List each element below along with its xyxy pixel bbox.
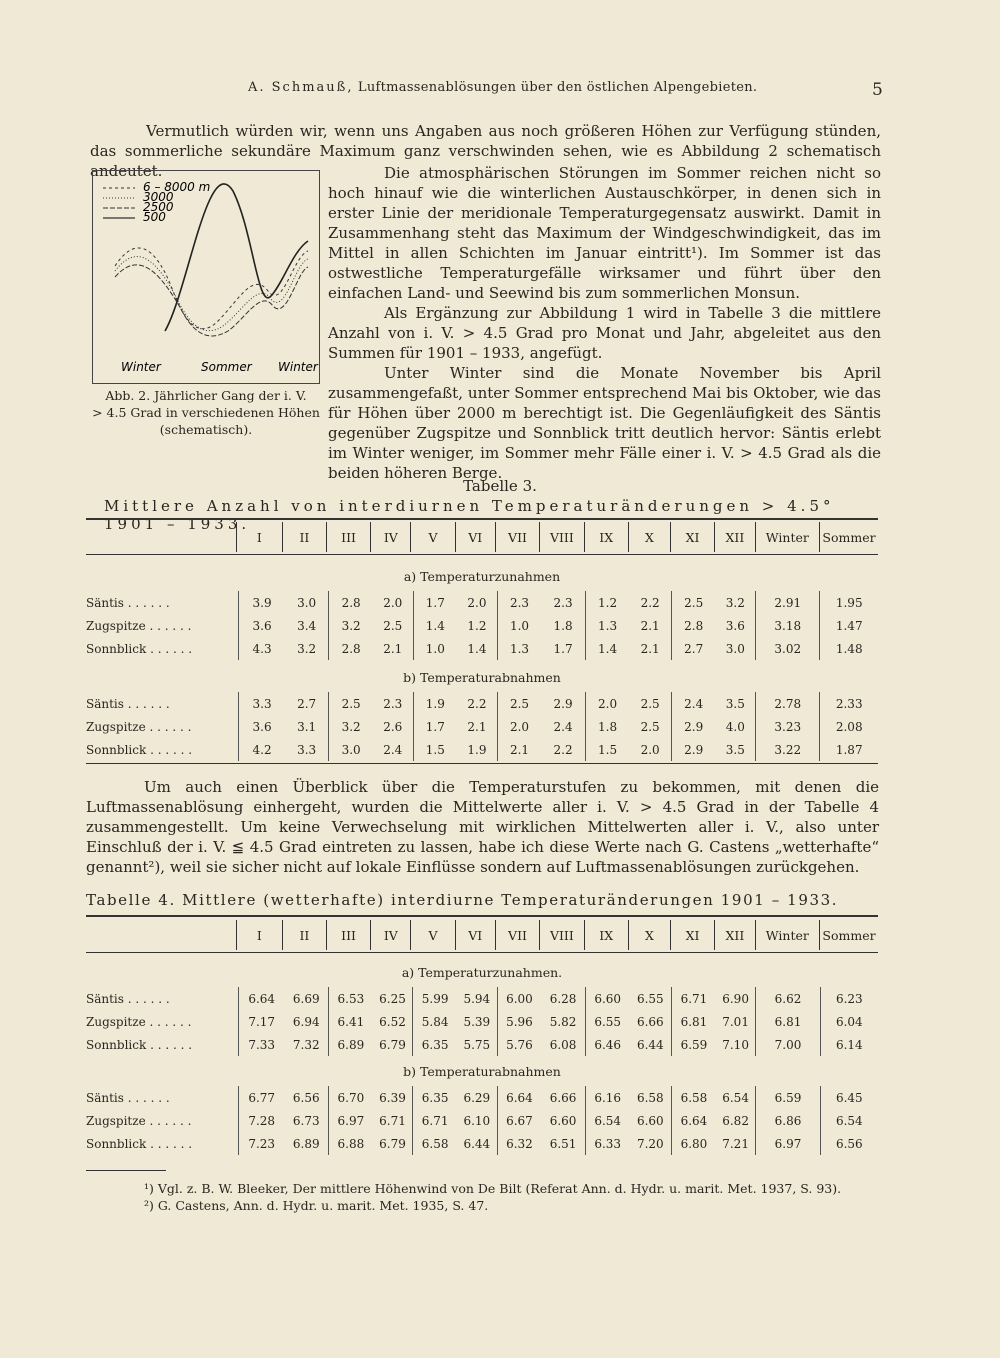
table-cell: 1.7 xyxy=(553,641,573,656)
table-row xyxy=(86,1109,878,1132)
table-row xyxy=(86,591,878,614)
table-cell: 6.56 xyxy=(292,1090,320,1105)
table-row xyxy=(86,1086,878,1109)
table4-title: Tabelle 4. Mittlere (wetterhafte) interdiurne Temperaturänderungen 1901 – 1933. xyxy=(86,891,839,909)
table3-col-header: V xyxy=(411,522,455,552)
table-cell: 1.9 xyxy=(413,692,457,715)
table-cell: 6.64 xyxy=(497,1086,541,1109)
table-cell: 1.3 xyxy=(585,614,629,637)
table-cell: 6.73 xyxy=(292,1113,320,1128)
table-cell: 1.87 xyxy=(820,738,878,761)
table-cell: 2.1 xyxy=(640,618,660,633)
table-cell: 1.95 xyxy=(820,591,878,614)
table-row xyxy=(86,637,878,660)
table3-section-b: b) Temperaturabnahmen xyxy=(403,670,561,685)
table-cell: 6.79 xyxy=(379,1136,406,1151)
table-cell: 6.28 xyxy=(549,991,577,1006)
station-name: Zugspitze xyxy=(86,1014,146,1029)
station-name: Säntis xyxy=(86,991,124,1006)
table-cell: 6.71 xyxy=(672,987,716,1010)
table-cell: 1.4 xyxy=(467,641,487,656)
table3-bottom-rule xyxy=(86,763,878,764)
station-label xyxy=(86,637,239,660)
table4-col-header: V xyxy=(411,920,455,950)
table-cell: 6.14 xyxy=(820,1033,878,1056)
table-cell: 6.58 xyxy=(636,1090,664,1105)
table-cell: 2.91 xyxy=(756,591,820,614)
station-label xyxy=(86,614,239,637)
table-cell: 3.18 xyxy=(756,614,820,637)
table-cell: 3.0 xyxy=(725,641,745,656)
table-cell: 2.8 xyxy=(329,637,373,660)
curve-3000m xyxy=(115,248,308,329)
table4-col-header: IX xyxy=(584,920,628,950)
table3-col-header: IX xyxy=(584,522,628,552)
table-cell: 4.2 xyxy=(239,738,285,761)
paragraph-2: Die atmosphärischen Störungen im Sommer reichen nicht so hoch hinauf wie die winterlichen Austauschkörper, in denen sich in erster Linie der meridionale Temperaturgegensatz auswirkt. Damit in Zusammenhang steht das Maximum der Windgeschwindigkeit, das im Mittel in allen Schichten im Januar eintritt¹). Im Sommer ist das ostwestliche Temperaturgefälle wirksamer und führt über den einfachen Land- und Seewind bis zum sommerlichen Monsun. xyxy=(328,164,881,302)
table-cell: 2.5 xyxy=(383,618,403,633)
table-cell: 3.2 xyxy=(297,641,317,656)
table-cell: 3.4 xyxy=(297,618,317,633)
caption-line-3: (schematisch). xyxy=(159,422,253,437)
legend-label-3000: 3000 xyxy=(143,190,174,204)
table-cell: 1.48 xyxy=(820,637,878,660)
station-label xyxy=(86,715,239,738)
table-cell: 6.56 xyxy=(820,1132,878,1155)
table-cell: 3.0 xyxy=(297,595,317,610)
table-cell: 2.4 xyxy=(383,742,403,757)
figure-2 xyxy=(92,170,320,384)
table-cell: 2.3 xyxy=(383,696,403,711)
table-cell: 6.55 xyxy=(585,1010,629,1033)
table4-header-rule xyxy=(86,952,878,953)
table-cell: 3.6 xyxy=(725,618,745,633)
table-cell: 6.08 xyxy=(549,1037,577,1052)
table-cell: 2.0 xyxy=(467,595,487,610)
table-cell: 6.64 xyxy=(238,987,284,1010)
table-cell: 2.4 xyxy=(553,719,573,734)
leader-dots: . . . . . . xyxy=(145,618,192,633)
table-cell: 2.8 xyxy=(671,614,715,637)
table-row xyxy=(86,987,878,1010)
leader-dots: . . . . . . xyxy=(145,719,192,734)
table-cell: 6.90 xyxy=(722,991,749,1006)
table-cell: 3.9 xyxy=(239,591,285,614)
figure-2-caption xyxy=(88,387,324,438)
table-cell: 6.44 xyxy=(463,1136,491,1151)
table-cell: 1.8 xyxy=(585,715,629,738)
station-label xyxy=(86,1010,238,1033)
table-cell: 3.6 xyxy=(239,715,285,738)
table3-col-header: Sommer xyxy=(820,522,878,552)
table4-col-header: Sommer xyxy=(820,920,878,950)
table-cell: 2.78 xyxy=(756,692,820,715)
table-cell: 6.00 xyxy=(497,987,541,1010)
table-cell: 7.20 xyxy=(636,1136,664,1151)
table-cell: 6.79 xyxy=(379,1037,406,1052)
table-cell: 5.75 xyxy=(463,1037,491,1052)
table-cell: 3.22 xyxy=(756,738,820,761)
table-cell: 2.7 xyxy=(671,637,715,660)
station-label xyxy=(86,1109,238,1132)
table-row xyxy=(86,738,878,761)
leader-dots: . . . . . . xyxy=(123,696,170,711)
leader-dots: . . . . . . xyxy=(146,641,193,656)
table-cell: 7.33 xyxy=(238,1033,284,1056)
table-cell: 6.33 xyxy=(585,1132,629,1155)
table4-header xyxy=(86,920,878,950)
table-cell: 6.51 xyxy=(549,1136,577,1151)
table-cell: 1.7 xyxy=(413,715,457,738)
table3-section-a: a) Temperaturzunahmen xyxy=(403,569,561,584)
table-cell: 1.3 xyxy=(497,637,541,660)
table-cell: 2.5 xyxy=(640,696,660,711)
table4-col-header: II xyxy=(282,920,326,950)
table-cell: 6.52 xyxy=(379,1014,406,1029)
table-row xyxy=(86,692,878,715)
table3-col-header: Winter xyxy=(755,522,819,552)
station-name: Zugspitze xyxy=(86,719,146,734)
paragraph-3: Als Ergänzung zur Abbildung 1 wird in Tabelle 3 die mittlere Anzahl von i. V. > 4.5 Grad pro Monat und Jahr, abgeleitet aus den Summen für 1901 – 1933, angefügt. xyxy=(328,304,881,362)
table-cell: 2.0 xyxy=(497,715,541,738)
table-cell: 5.76 xyxy=(497,1033,541,1056)
table-cell: 6.81 xyxy=(756,1010,820,1033)
table-cell: 3.2 xyxy=(329,614,373,637)
table4-col-header: XII xyxy=(715,920,755,950)
running-header xyxy=(248,80,757,95)
station-label xyxy=(86,738,239,761)
table-cell: 6.60 xyxy=(636,1113,664,1128)
table-cell: 2.6 xyxy=(383,719,403,734)
table-cell: 7.01 xyxy=(722,1014,749,1029)
table-cell: 2.0 xyxy=(585,692,629,715)
table4-col-header: VIII xyxy=(540,920,584,950)
legend-label-500: 500 xyxy=(143,210,166,224)
table-cell: 6.54 xyxy=(722,1090,749,1105)
table-cell: 1.0 xyxy=(497,614,541,637)
table-cell: 2.7 xyxy=(297,696,317,711)
leader-dots: . . . . . . xyxy=(146,1136,193,1151)
curve-2500m xyxy=(115,257,308,331)
table-cell: 7.00 xyxy=(756,1033,820,1056)
table-cell: 6.66 xyxy=(636,1014,664,1029)
table-cell: 2.3 xyxy=(553,595,573,610)
table-cell: 6.62 xyxy=(756,987,820,1010)
table-cell: 6.66 xyxy=(549,1090,577,1105)
table-cell: 1.0 xyxy=(413,637,457,660)
table4-body-a xyxy=(86,987,878,1056)
table-cell: 6.82 xyxy=(722,1113,749,1128)
station-label xyxy=(86,1086,238,1109)
paragraph-5: Um auch einen Überblick über die Temperaturstufen zu bekommen, mit denen die Luftmassenablösung einhergeht, wurden die Mittelwerte aller i. V. > 4.5 Grad in der Tabelle 4 zusammengestellt. Um keine Verwechselung mit wirklichen Mittelwerten aller i. V., also unter Einschluß der i. V. ≦ 4.5 Grad eintreten zu lassen, habe ich diese Werte nach G. Castens „wetterhafte“ genannt²), weil sie sicher nicht auf lokale Einflüsse sondern auf Luftmassenablösungen zurückgehen. xyxy=(86,778,879,876)
table-row xyxy=(86,1132,878,1155)
leader-dots: . . . . . . xyxy=(145,1113,192,1128)
table-cell: 5.96 xyxy=(497,1010,541,1033)
table4-section-b: b) Temperaturabnahmen xyxy=(403,1064,561,1079)
leader-dots: . . . . . . xyxy=(145,1014,192,1029)
station-name: Säntis xyxy=(86,595,124,610)
table-cell: 6.59 xyxy=(756,1086,820,1109)
leader-dots: . . . . . . xyxy=(123,991,170,1006)
table3-body-b xyxy=(86,692,878,761)
table-cell: 6.35 xyxy=(413,1086,457,1109)
table-cell: 2.0 xyxy=(383,595,403,610)
table-cell: 2.5 xyxy=(671,591,715,614)
table4-col-header: Winter xyxy=(755,920,819,950)
table-cell: 1.2 xyxy=(467,618,487,633)
table3-col-header: VII xyxy=(495,522,539,552)
table4-col-header: VII xyxy=(495,920,539,950)
paragraph-1: Vermutlich würden wir, wenn uns Angaben aus noch größeren Höhen zur Verfügung stünden, das sommerliche sekundäre Maximum ganz verschwinden sehen, wie es Abbildung 2 schematisch andeutet. xyxy=(90,122,881,180)
table-cell: 7.23 xyxy=(238,1132,284,1155)
table-cell: 6.97 xyxy=(756,1132,820,1155)
header-author: A. Schmauß, xyxy=(248,80,354,95)
table-cell: 6.10 xyxy=(463,1113,491,1128)
table-cell: 6.60 xyxy=(549,1113,577,1128)
table-cell: 3.5 xyxy=(725,696,745,711)
table-cell: 7.21 xyxy=(722,1136,749,1151)
table-cell: 1.4 xyxy=(413,614,457,637)
table-cell: 6.04 xyxy=(820,1010,878,1033)
table-cell: 4.0 xyxy=(725,719,745,734)
table-cell: 2.9 xyxy=(671,715,715,738)
table-cell: 2.1 xyxy=(640,641,660,656)
legend-label-8000: 6 – 8000 m xyxy=(143,180,211,194)
table-cell: 6.80 xyxy=(672,1132,716,1155)
station-name: Sonnblick xyxy=(86,1136,147,1151)
leader-dots: . . . . . . xyxy=(146,742,193,757)
table-cell: 7.10 xyxy=(722,1037,749,1052)
table-cell: 6.45 xyxy=(820,1086,878,1109)
table-cell: 6.53 xyxy=(329,987,373,1010)
table4 xyxy=(86,920,878,1155)
curve-500m xyxy=(115,265,308,336)
table4-col-header: I xyxy=(236,920,282,950)
table-cell: 7.32 xyxy=(292,1037,320,1052)
station-label xyxy=(86,1132,238,1155)
table-cell: 7.28 xyxy=(238,1109,284,1132)
table-cell: 5.84 xyxy=(413,1010,457,1033)
table-cell: 2.1 xyxy=(497,738,541,761)
footnote-1: ¹) Vgl. z. B. W. Bleeker, Der mittlere Höhenwind von De Bilt (Referat Ann. d. Hydr. u. marit. Met. 1937, S. 93). xyxy=(144,1181,842,1196)
table4-col-header: IV xyxy=(371,920,411,950)
table-cell: 6.32 xyxy=(497,1132,541,1155)
table-cell: 3.1 xyxy=(297,719,317,734)
table-cell: 6.81 xyxy=(672,1010,716,1033)
station-label xyxy=(86,692,239,715)
table-row xyxy=(86,1010,878,1033)
table-cell: 6.54 xyxy=(585,1109,629,1132)
table-cell: 1.7 xyxy=(413,591,457,614)
table-cell: 1.47 xyxy=(820,614,878,637)
table-cell: 1.2 xyxy=(585,591,629,614)
leader-dots: . . . . . . xyxy=(146,1037,193,1052)
x-label-winter-2: Winter xyxy=(278,360,318,374)
table-cell: 2.0 xyxy=(640,742,660,757)
x-label-winter-1: Winter xyxy=(121,360,161,374)
table-cell: 3.2 xyxy=(329,715,373,738)
table-cell: 5.39 xyxy=(463,1014,491,1029)
table-cell: 6.59 xyxy=(672,1033,716,1056)
station-name: Sonnblick xyxy=(86,1037,147,1052)
table-cell: 6.58 xyxy=(413,1132,457,1155)
table4-section-a: a) Temperaturzunahmen. xyxy=(401,965,563,980)
table-cell: 2.2 xyxy=(467,696,487,711)
table-cell: 6.71 xyxy=(379,1113,406,1128)
table-row xyxy=(86,614,878,637)
table-cell: 6.69 xyxy=(292,991,320,1006)
figure-2-graph xyxy=(93,171,319,383)
table-cell: 2.08 xyxy=(820,715,878,738)
table3-col-header: II xyxy=(282,522,326,552)
table-row xyxy=(86,715,878,738)
table-cell: 6.39 xyxy=(379,1090,406,1105)
table4-col-header: III xyxy=(326,920,370,950)
table-cell: 1.9 xyxy=(467,742,487,757)
header-title: Luftmassenablösungen über den östlichen Alpengebieten. xyxy=(357,80,758,95)
table-cell: 6.86 xyxy=(756,1109,820,1132)
table3-col-header: I xyxy=(236,522,282,552)
table3-header xyxy=(86,522,878,552)
table-cell: 3.3 xyxy=(239,692,285,715)
table-cell: 3.23 xyxy=(756,715,820,738)
table-cell: 3.02 xyxy=(756,637,820,660)
table3-col-header: VIII xyxy=(540,522,584,552)
table-cell: 4.3 xyxy=(239,637,285,660)
table4-top-rule xyxy=(86,915,878,917)
table4-col-header: XI xyxy=(670,920,714,950)
table4-col-header: X xyxy=(628,920,670,950)
table-cell: 3.5 xyxy=(725,742,745,757)
table-cell: 1.5 xyxy=(413,738,457,761)
station-name: Säntis xyxy=(86,1090,124,1105)
table-cell: 6.41 xyxy=(329,1010,373,1033)
table3-col-header: XI xyxy=(670,522,714,552)
station-name: Zugspitze xyxy=(86,618,146,633)
table-cell: 2.2 xyxy=(640,595,660,610)
table-cell: 2.33 xyxy=(820,692,878,715)
table-cell: 3.2 xyxy=(725,595,745,610)
table-cell: 6.35 xyxy=(413,1033,457,1056)
table3-top-rule xyxy=(86,518,878,520)
table-cell: 6.60 xyxy=(585,987,629,1010)
station-name: Sonnblick xyxy=(86,641,147,656)
table-cell: 1.5 xyxy=(585,738,629,761)
table-cell: 2.8 xyxy=(329,591,373,614)
table-cell: 5.82 xyxy=(549,1014,577,1029)
legend-label-2500: 2500 xyxy=(143,200,174,214)
table3-col-header: VI xyxy=(455,522,495,552)
station-label xyxy=(86,987,238,1010)
table4-body-b xyxy=(86,1086,878,1155)
caption-line-1: Abb. 2. Jährlicher Gang der i. V. xyxy=(105,388,307,403)
table-cell: 6.16 xyxy=(585,1086,629,1109)
table-cell: 2.2 xyxy=(553,742,573,757)
footnote-2: ²) G. Castens, Ann. d. Hydr. u. marit. Met. 1935, S. 47. xyxy=(144,1198,489,1213)
table3 xyxy=(86,522,878,764)
caption-line-2: > 4.5 Grad in verschiedenen Höhen xyxy=(92,405,320,420)
table-cell: 6.67 xyxy=(497,1109,541,1132)
table-cell: 6.89 xyxy=(329,1033,373,1056)
table-cell: 6.97 xyxy=(329,1109,373,1132)
table3-header-rule xyxy=(86,554,878,555)
leader-dots: . . . . . . xyxy=(123,1090,170,1105)
table-row xyxy=(86,1033,878,1056)
station-name: Säntis xyxy=(86,696,124,711)
table3-col-header: IV xyxy=(371,522,411,552)
table-cell: 6.89 xyxy=(292,1136,320,1151)
station-label xyxy=(86,591,239,614)
station-name: Sonnblick xyxy=(86,742,147,757)
table-cell: 6.70 xyxy=(329,1086,373,1109)
table-cell: 2.5 xyxy=(497,692,541,715)
table-cell: 6.94 xyxy=(292,1014,320,1029)
table-cell: 6.64 xyxy=(672,1109,716,1132)
station-name: Zugspitze xyxy=(86,1113,146,1128)
table-cell: 3.3 xyxy=(297,742,317,757)
table-cell: 1.8 xyxy=(553,618,573,633)
curve-6-8000m xyxy=(165,184,308,331)
table-cell: 1.4 xyxy=(585,637,629,660)
table3-col-header: X xyxy=(628,522,670,552)
station-label xyxy=(86,1033,238,1056)
table-cell: 2.5 xyxy=(329,692,373,715)
paragraph-4: Unter Winter sind die Monate November bis April zusammengefaßt, unter Sommer entsprechend Mai bis Oktober, wie das für Höhen über 2000 m berechtigt ist. Die Gegenläufigkeit des Säntis gegenüber Zugspitze und Sonnblick tritt deutlich hervor: Säntis erlebt im Winter weniger, im Sommer mehr Fälle einer i. V. > 4.5 Grad als die beiden höheren Berge. xyxy=(328,364,881,482)
table3-title: Mittlere Anzahl von interdiurnen Temperaturänderungen > 4.5° 1901 – 1933. xyxy=(104,497,835,533)
table-cell: 5.99 xyxy=(413,987,457,1010)
table-cell: 6.23 xyxy=(820,987,878,1010)
table-cell: 2.4 xyxy=(671,692,715,715)
table3-body-a xyxy=(86,591,878,660)
table-cell: 2.9 xyxy=(553,696,573,711)
table-cell: 2.3 xyxy=(497,591,541,614)
table-cell: 6.55 xyxy=(636,991,664,1006)
table-cell: 6.44 xyxy=(636,1037,664,1052)
table-cell: 6.58 xyxy=(672,1086,716,1109)
table-cell: 2.9 xyxy=(671,738,715,761)
footnote-rule xyxy=(86,1170,166,1171)
x-label-sommer: Sommer xyxy=(201,360,252,374)
table-cell: 2.1 xyxy=(383,641,403,656)
table3-col-header: III xyxy=(326,522,370,552)
table4-col-header: VI xyxy=(455,920,495,950)
table-cell: 6.54 xyxy=(820,1109,878,1132)
table-cell: 6.46 xyxy=(585,1033,629,1056)
table-cell: 6.77 xyxy=(238,1086,284,1109)
table-cell: 6.25 xyxy=(379,991,406,1006)
table3-col-header: XII xyxy=(715,522,755,552)
table-cell: 7.17 xyxy=(238,1010,284,1033)
table-cell: 6.71 xyxy=(413,1109,457,1132)
table-cell: 3.6 xyxy=(239,614,285,637)
table-cell: 6.29 xyxy=(463,1090,491,1105)
table-cell: 5.94 xyxy=(463,991,491,1006)
leader-dots: . . . . . . xyxy=(123,595,170,610)
table-cell: 6.88 xyxy=(329,1132,373,1155)
table-cell: 3.0 xyxy=(329,738,373,761)
table-cell: 2.1 xyxy=(467,719,487,734)
page-number: 5 xyxy=(872,80,883,100)
table3-label: Tabelle 3. xyxy=(463,477,537,495)
table-cell: 2.5 xyxy=(640,719,660,734)
